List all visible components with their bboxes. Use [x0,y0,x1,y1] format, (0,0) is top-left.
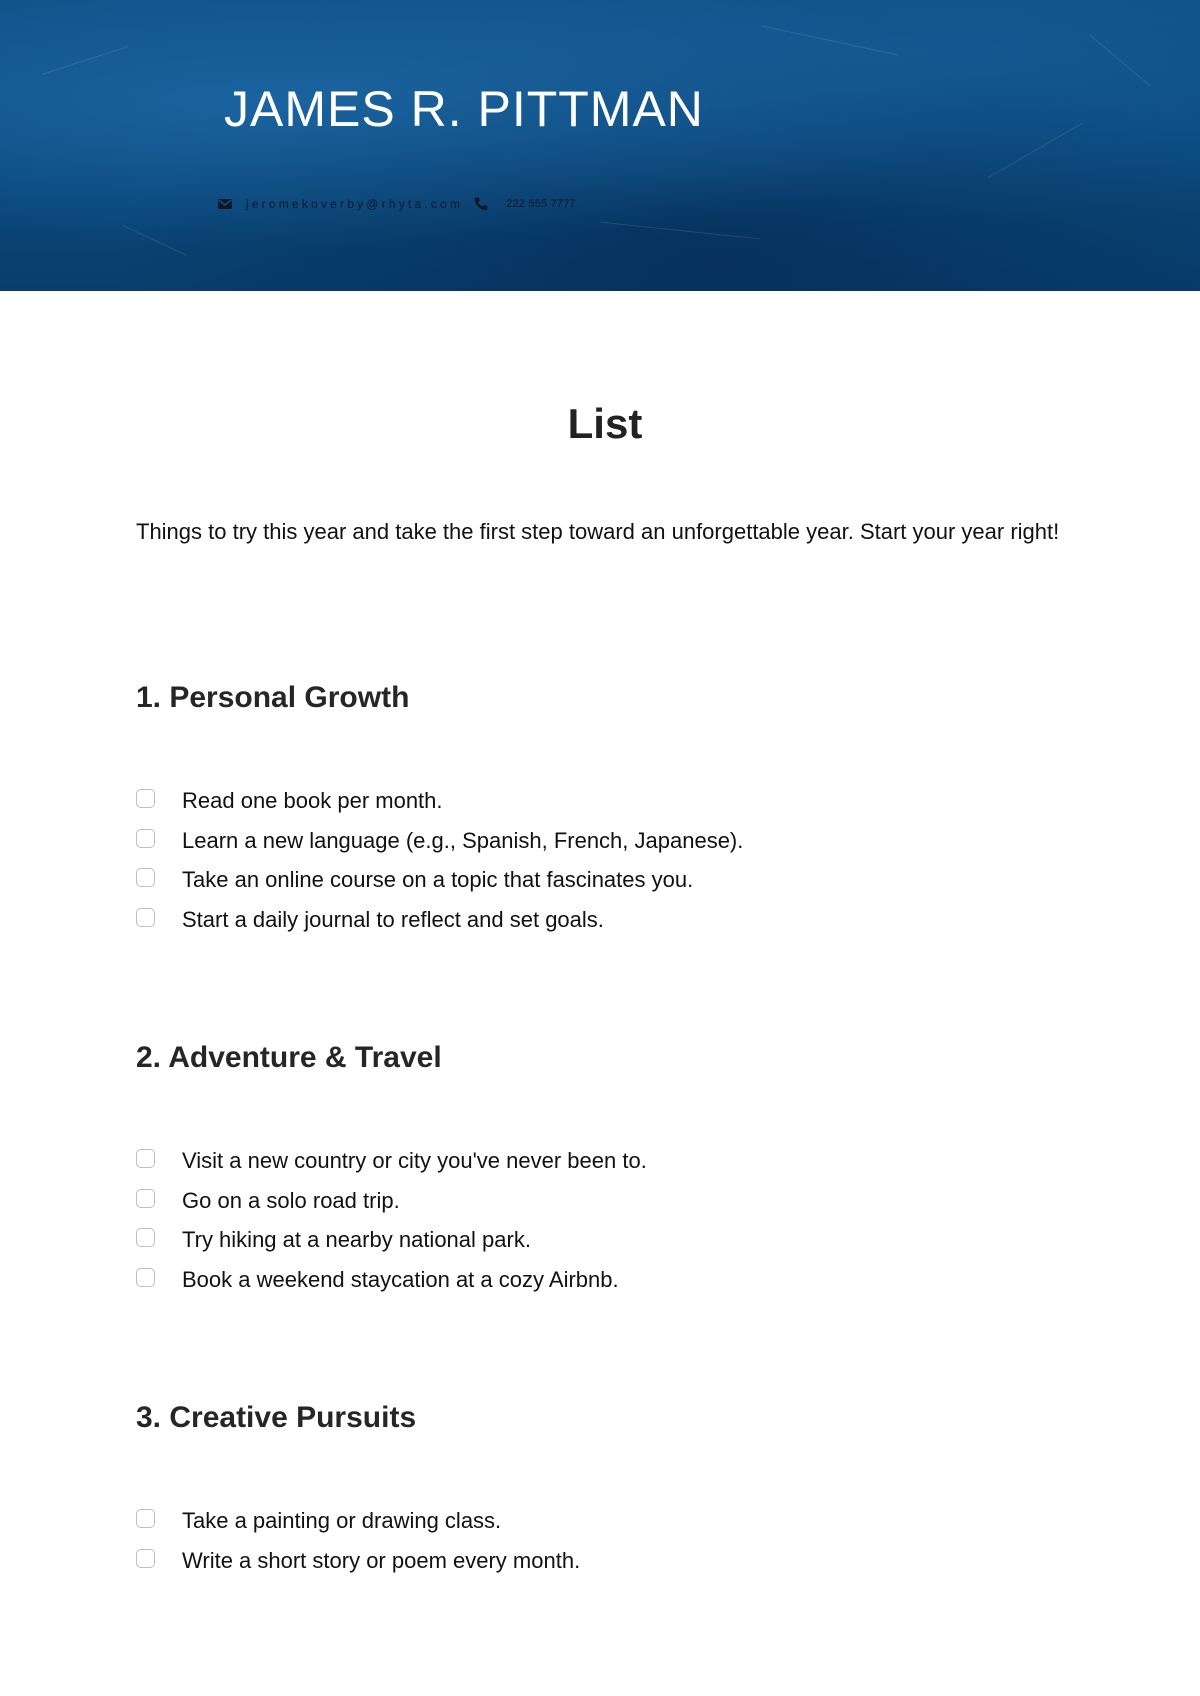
list-item-text: Go on a solo road trip. [182,1187,400,1213]
envelope-icon [217,196,233,212]
list-item [136,827,743,867]
checkbox[interactable] [136,1509,155,1528]
checkbox[interactable] [136,1149,155,1168]
list-item [136,906,743,946]
checkbox[interactable] [136,829,155,848]
contact-phone[interactable]: 222 555 7777 [506,198,576,210]
list-item [136,1226,647,1266]
list-item-text: Visit a new country or city you've never been to. [182,1148,647,1173]
header-name: JAMES R. PITTMAN [224,81,704,137]
list-item [136,1507,580,1547]
checkbox[interactable] [136,1549,155,1568]
checklist-adventure-travel [136,1147,647,1305]
checkbox[interactable] [136,908,155,927]
document-title: List [567,400,643,447]
list-item [136,787,743,827]
contact-row [217,195,576,213]
list-item [136,866,743,906]
list-item-text: Try hiking at a nearby national park. [182,1227,531,1252]
checkbox[interactable] [136,1268,155,1287]
list-item-text: Book a weekend staycation at a cozy Airbnb. [182,1266,619,1292]
list-item [136,1266,647,1306]
header-banner [0,0,1200,291]
section-heading-creative-pursuits: 3. Creative Pursuits [136,1401,417,1434]
list-item [136,1147,647,1187]
contact-email[interactable]: jeromekoverby@rhyta.com [246,197,464,211]
checkbox[interactable] [136,1228,155,1247]
checkbox[interactable] [136,1189,155,1208]
section-heading-personal-growth: 1. Personal Growth [136,681,410,714]
list-item [136,1187,647,1227]
checklist-personal-growth [136,787,743,945]
phone-icon [473,196,489,212]
list-item-text: Write a short story or poem every month. [182,1547,581,1573]
list-item-text: Take an online course on a topic that fascinates you. [182,867,694,892]
list-item-text: Start a daily journal to reflect and set goals. [182,906,604,932]
list-item-text: Learn a new language (e.g., Spanish, French, Japanese). [182,827,744,853]
list-item-text: Read one book per month. [182,788,443,813]
checkbox[interactable] [136,789,155,808]
checklist-creative-pursuits [136,1507,580,1586]
intro-paragraph: Things to try this year and take the first step toward an unforgettable year. Start your year right! [136,519,1060,544]
checkbox[interactable] [136,868,155,887]
list-item [136,1547,580,1587]
list-item-text: Take a painting or drawing class. [182,1508,502,1533]
section-heading-adventure-travel: 2. Adventure & Travel [136,1041,442,1074]
